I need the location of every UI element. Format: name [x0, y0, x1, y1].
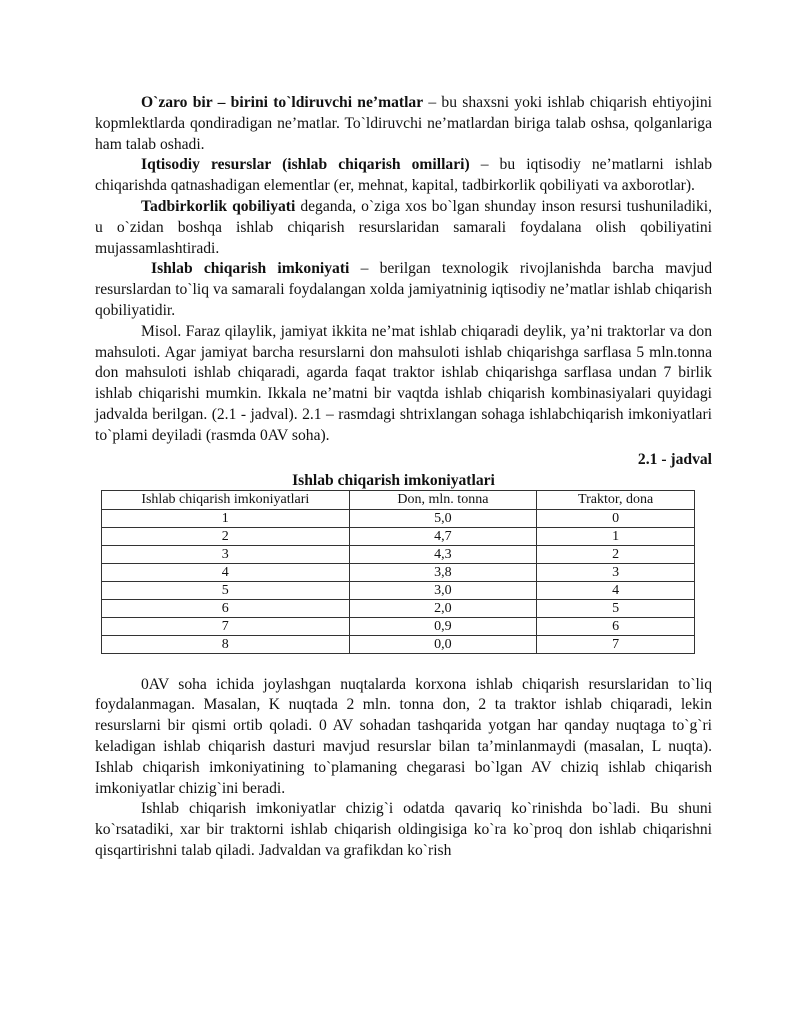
- table-number: 2.1 - jadval: [637, 450, 712, 468]
- table-cell: 6: [102, 599, 350, 617]
- table-row: [102, 599, 695, 617]
- table-cell: 2,0: [349, 599, 537, 617]
- term-production-possibility: Ishlab chiqarish imkoniyati: [151, 260, 350, 278]
- definition-entrepreneurship: deganda, o`ziga xos bo`lgan shunday inson resursi tushuniladiki, u o`zidan boshqa ishlab chiqarish resurslaridan samarali foydalana olish qobiliyatini mujassamlashtiradi.: [95, 197, 713, 257]
- table-cell: 7: [102, 617, 350, 635]
- term-economic-resources: Iqtisodiy resurslar (ishlab chiqarish omillari): [141, 156, 470, 174]
- paragraph-0av-region: 0AV soha ichida joylashgan nuqtalarda korxona ishlab chiqarish resurslaridan to`liq foydalanmagan. Masalan, K nuqtada 2 mln. tonna don, 2 ta traktor ishlab chiqaradi, lekin resurslarni bir qismi ortib qoladi. 0 AV sohadan tashqarida yotgan har qanday nuqtaga to`g`ri keladigan ishlab chiqarish dasturi mavjud resurslar bilan ta’minlanmaydi (masalan, L nuqta). Ishlab chiqarish imkoniyatining to`plamaning chegarasi bo`lgan AV chiziq ishlab chiqarish imkoniyatlar chizig`ini beradi.: [95, 675, 712, 797]
- table-row: [102, 509, 695, 527]
- table-cell: 5: [102, 581, 350, 599]
- table-row: [102, 527, 695, 545]
- table-header-cell: Ishlab chiqarish imkoniyatlari: [102, 490, 350, 509]
- table-cell: 3: [102, 545, 350, 563]
- table-cell: 0,0: [349, 635, 537, 653]
- table-cell: 6: [537, 617, 695, 635]
- table-cell: 4,3: [349, 545, 537, 563]
- table-cell: 4,7: [349, 527, 537, 545]
- page-content: [95, 93, 712, 862]
- table-cell: 0: [537, 509, 695, 527]
- table-cell: 7: [537, 635, 695, 653]
- table-cell: 4: [102, 563, 350, 581]
- table-cell: 1: [537, 527, 695, 545]
- table-cell: 3,0: [349, 581, 537, 599]
- paragraph-example: Misol. Faraz qilaylik, jamiyat ikkita ne’mat ishlab chiqaradi deylik, ya’ni traktorlar va don mahsuloti. Agar jamiyat barcha resurslarni don mahsuloti ishlab chiqarishga sarflasa 5 mln.tonna don mahsuloti ishlab chiqaradi, agarda faqat traktor ishlab chiqarishga sarflasa undan 7 birlik ishlab chiqarishi mumkin. Ikkala ne’matni bir vaqtda ishlab chiqarish kombinasiyalari quyidagi jadvalda berilgan. (2.1 - jadval). 2.1 – rasmdagi shtrixlangan sohaga ishlabchiqarish imkoniyatlari to`plami deyiladi (rasmda 0AV soha).: [95, 322, 712, 444]
- table-cell: 1: [102, 509, 350, 527]
- table-header-cell: Don, mln. tonna: [349, 490, 537, 509]
- table-row: [102, 545, 695, 563]
- term-entrepreneurship: Tadbirkorlik qobiliyati: [141, 197, 296, 215]
- table-row: [102, 617, 695, 635]
- paragraph-production-possibility: [95, 259, 712, 321]
- table-cell: 5: [537, 599, 695, 617]
- table-cell: 8: [102, 635, 350, 653]
- table-row: [102, 581, 695, 599]
- table-cell: 3,8: [349, 563, 537, 581]
- table-cell: 2: [102, 527, 350, 545]
- definition-economic-resources: – bu iqtisodiy ne’matlarni ishlab chiqarishda qatnashadigan elementlar (er, mehnat, kapital, tadbirkorlik qobiliyati va axborotlar).: [95, 156, 712, 195]
- paragraph-entrepreneurship: [95, 197, 712, 259]
- paragraph-complementary-goods: [95, 93, 712, 155]
- table-row: [102, 563, 695, 581]
- table-cell: 2: [537, 545, 695, 563]
- paragraph-ppf-curve: Ishlab chiqarish imkoniyatlar chizig`i odatda qavariq ko`rinishda bo`ladi. Bu shuni ko`rsatadiki, xar bir traktorni ishlab chiqarish oldingisiga ko`ra ko`proq don ishlab chiqarishni qisqartirishni talab qiladi. Jadvaldan va grafikdan ko`rish: [95, 800, 712, 859]
- definition-complementary-goods: – bu shaxsni yoki ishlab chiqarish ehtiyojini kopmlektlarda qondiradigan ne’matlar. To`ldiruvchi ne’matlardan biriga talab oshsa, qolganlariga ham talab oshadi.: [95, 94, 712, 153]
- table-cell: 3: [537, 563, 695, 581]
- production-possibilities-table: [101, 490, 695, 654]
- table-cell: 5,0: [349, 509, 537, 527]
- paragraph-economic-resources: [95, 155, 712, 197]
- table-title: Ishlab chiqarish imkoniyatlari: [292, 471, 495, 489]
- table-cell: 0,9: [349, 617, 537, 635]
- table-row: [102, 635, 695, 653]
- table-header-row: [102, 490, 695, 509]
- table-header-cell: Traktor, dona: [537, 490, 695, 509]
- table-cell: 4: [537, 581, 695, 599]
- definition-production-possibility: – berilgan texnologik rivojlanishda barcha mavjud resurslardan to`liq va samarali foydalangan xolda jamiyatninig iqtisodiy ne’matlar ishlab chiqarish qobiliyatidir.: [95, 260, 712, 319]
- term-complementary-goods: O`zaro bir – birini to`ldiruvchi ne’matlar: [141, 94, 424, 111]
